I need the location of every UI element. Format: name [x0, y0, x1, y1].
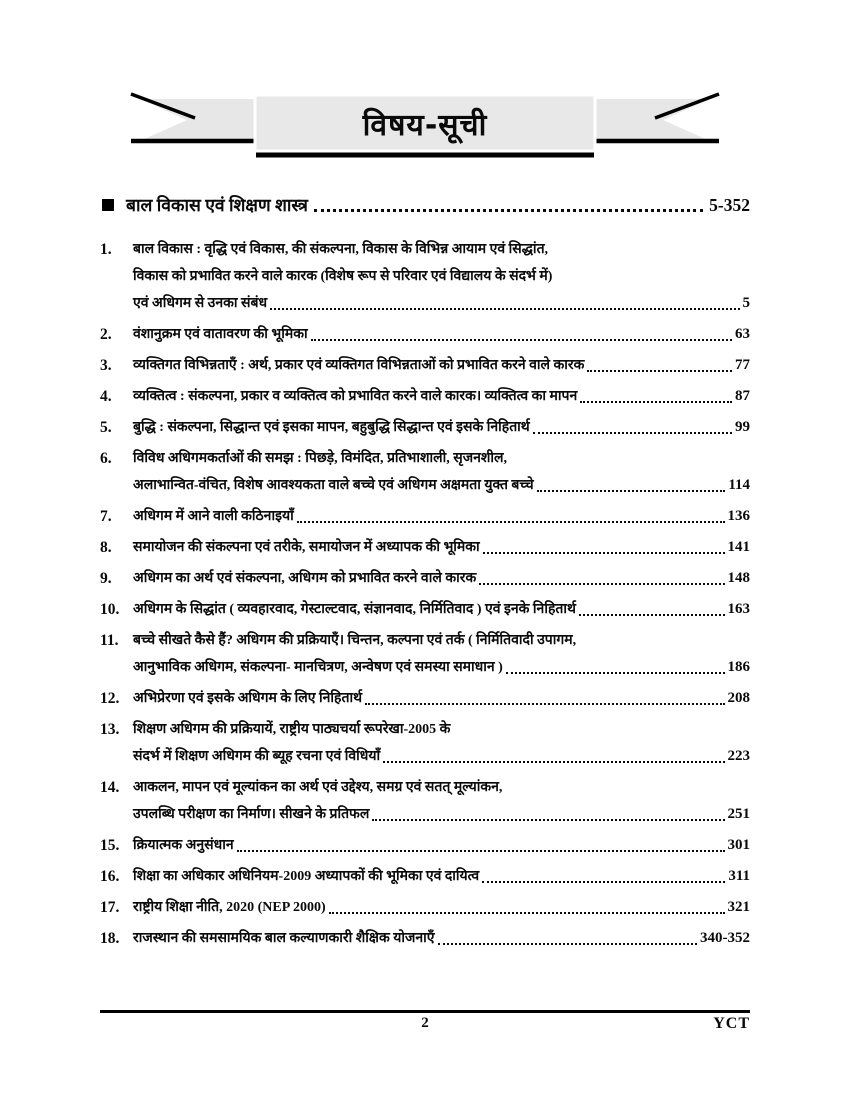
page-title: विषय-सूची	[362, 107, 488, 143]
toc-entry-line	[133, 801, 750, 828]
toc-entry-line	[133, 832, 750, 859]
toc-entry-line	[133, 774, 750, 801]
toc-entry-page: 208	[727, 690, 750, 706]
toc-entry-line	[133, 263, 750, 290]
dot-leader	[314, 209, 703, 212]
toc-entry-line	[133, 503, 750, 530]
toc-entry-line	[133, 321, 750, 348]
toc-entry-line	[133, 894, 750, 921]
toc-entry-text: शिक्षा का अधिकार अधिनियम-2009 अध्यापकों की भूमिका एवं दायित्व	[133, 869, 480, 884]
toc-entry-line	[133, 716, 750, 743]
toc-entry-text: अलाभान्वित-वंचित, विशेष आवश्यकता वाले बच्चे एवं अधिगम अक्षमता युक्त बच्चे	[133, 478, 534, 493]
toc-entry-content	[133, 774, 750, 828]
dot-leader	[482, 881, 725, 883]
toc-entry-line	[133, 414, 750, 441]
toc-entry-page: 340-352	[700, 930, 750, 946]
toc-entry-line	[133, 445, 750, 472]
publisher-logo-text: YCT	[713, 1015, 750, 1032]
toc-entry-number: 16.	[100, 868, 120, 885]
toc-entry-page: 5	[742, 295, 750, 311]
toc-entry-number: 12.	[100, 690, 120, 707]
toc-entry	[100, 894, 750, 921]
toc-entry-text: बच्चे सीखते कैसे हैं? अधिगम की प्रक्रियाएँ। चिन्तन, कल्पना एवं तर्क ( निर्मितिवादी उपागम,	[133, 633, 577, 648]
toc-entry-content	[133, 503, 750, 530]
toc-entry-text: समायोजन की संकल्पना एवं तरीके, समायोजन में अध्यापक की भूमिका	[133, 540, 480, 555]
toc-entry-page: 251	[727, 806, 750, 822]
toc-entry-number: 18.	[100, 930, 120, 947]
toc-entry-page: 99	[735, 419, 750, 435]
square-bullet-icon	[102, 199, 114, 211]
toc-entry-number: 14.	[100, 779, 120, 796]
table-of-contents	[100, 192, 750, 956]
toc-entry-page: 301	[727, 837, 750, 853]
toc-entry-line	[133, 863, 750, 890]
toc-entry-page: 148	[727, 570, 750, 586]
toc-entry-page: 77	[735, 357, 750, 373]
toc-entry	[100, 685, 750, 712]
toc-entry	[100, 925, 750, 952]
dot-leader	[372, 819, 724, 821]
toc-entry-text: आकलन, मापन एवं मूल्यांकन का अर्थ एवं उद्देश्य, समग्र एवं सतत् मूल्यांकन,	[133, 780, 503, 795]
toc-entry-line	[133, 925, 750, 952]
toc-entry	[100, 414, 750, 441]
toc-entry-text: अधिगम में आने वाली कठिनाइयाँ	[133, 509, 294, 524]
toc-entry-number: 3.	[100, 357, 112, 374]
toc-entry-page: 87	[735, 388, 750, 404]
dot-leader	[438, 943, 698, 945]
toc-list	[100, 236, 750, 952]
toc-entry-line	[133, 654, 750, 681]
toc-entry-number: 11.	[100, 632, 119, 649]
toc-entry	[100, 383, 750, 410]
toc-entry-page: 186	[727, 659, 750, 675]
section-title: बाल विकास एवं शिक्षण शास्त्र	[126, 195, 308, 215]
toc-entry-page: 163	[727, 601, 750, 617]
toc-entry-number: 10.	[100, 601, 120, 618]
toc-entry-line	[133, 743, 750, 770]
toc-entry	[100, 774, 750, 828]
toc-entry	[100, 352, 750, 379]
toc-entry-number: 7.	[100, 508, 112, 525]
dot-leader	[297, 521, 725, 523]
toc-entry-content	[133, 863, 750, 890]
toc-entry-text: बुद्धि : संकल्पना, सिद्धान्त एवं इसका मापन, बहुबुद्धि सिद्धान्त एवं इसके निहितार्थ	[133, 420, 530, 435]
dot-leader	[580, 401, 732, 403]
dot-leader	[533, 432, 732, 434]
toc-entry-text: अधिगम का अर्थ एवं संकल्पना, अधिगम को प्रभावित करने वाले कारक	[133, 571, 477, 586]
toc-entry-text: क्रियात्मक अनुसंधान	[133, 838, 234, 853]
toc-entry-text: राजस्थान की समसामयिक बाल कल्याणकारी शैक्षिक योजनाएँ	[133, 931, 435, 946]
dot-leader	[270, 308, 739, 310]
toc-entry-text: संदर्भ में शिक्षण अधिगम की ब्यूह रचना एवं विधियाँ	[133, 749, 381, 764]
toc-entry-text: अधिगम के सिद्धांत ( व्यवहारवाद, गेस्टाल्टवाद, संज्ञानवाद, निर्मितिवाद ) एवं इनके निहितार्थ	[133, 602, 576, 617]
footer-rule	[100, 1010, 750, 1013]
toc-entry	[100, 534, 750, 561]
toc-entry-content	[133, 565, 750, 592]
toc-entry-line	[133, 352, 750, 379]
toc-entry-content	[133, 321, 750, 348]
toc-entry-text: अभिप्रेरणा एवं इसके अधिगम के लिए निहितार्थ	[133, 691, 363, 706]
toc-entry-line	[133, 290, 750, 317]
toc-entry-text: उपलब्धि परीक्षण का निर्माण। सीखने के प्रतिफल	[133, 807, 370, 822]
footer-page-number: 2	[421, 1015, 429, 1031]
toc-entry-line	[133, 472, 750, 499]
toc-entry	[100, 321, 750, 348]
toc-entry	[100, 236, 750, 317]
toc-entry-content	[133, 445, 750, 499]
toc-entry-line	[133, 383, 750, 410]
dot-leader	[329, 912, 725, 914]
toc-entry-number: 1.	[100, 241, 112, 258]
toc-entry-number: 13.	[100, 721, 120, 738]
toc-entry-line	[133, 534, 750, 561]
toc-entry	[100, 503, 750, 530]
toc-entry-number: 2.	[100, 326, 112, 343]
dot-leader	[479, 583, 724, 585]
toc-entry-line	[133, 236, 750, 263]
toc-entry-content	[133, 832, 750, 859]
toc-entry-content	[133, 596, 750, 623]
toc-entry	[100, 627, 750, 681]
toc-entry-number: 8.	[100, 539, 112, 556]
toc-entry-content	[133, 236, 750, 317]
section-heading	[100, 192, 750, 218]
toc-entry-page: 141	[727, 539, 750, 555]
toc-entry-text: एवं अधिगम से उनका संबंध	[133, 296, 268, 311]
toc-entry-content	[133, 352, 750, 379]
toc-entry-number: 6.	[100, 450, 112, 467]
toc-entry-content	[133, 627, 750, 681]
toc-entry-content	[133, 925, 750, 952]
toc-entry-page: 63	[735, 326, 750, 342]
toc-entry-number: 17.	[100, 899, 120, 916]
toc-entry	[100, 716, 750, 770]
dot-leader	[237, 850, 725, 852]
toc-entry-content	[133, 894, 750, 921]
toc-entry-page: 114	[728, 477, 750, 493]
toc-entry-text: विकास को प्रभावित करने वाले कारक (विशेष रूप से परिवार एवं विद्यालय के संदर्भ में)	[133, 269, 553, 284]
toc-entry-line	[133, 596, 750, 623]
toc-entry-page: 136	[727, 508, 750, 524]
toc-entry	[100, 445, 750, 499]
section-page-range: 5-352	[709, 195, 750, 215]
toc-entry-number: 15.	[100, 837, 120, 854]
dot-leader	[365, 703, 724, 705]
toc-entry-text: व्यक्तिगत विभिन्नताएँ : अर्थ, प्रकार एवं व्यक्तिगत विभिन्नताओं को प्रभावित करने वाले कारक	[133, 358, 585, 373]
toc-entry-text: आनुभाविक अधिगम, संकल्पना- मानचित्रण, अन्वेषण एवं समस्या समाधान )	[133, 660, 503, 675]
dot-leader	[579, 614, 725, 616]
dot-leader	[506, 672, 725, 674]
toc-entry-page: 223	[727, 748, 750, 764]
toc-entry-text: शिक्षण अधिगम की प्रक्रियायें, राष्ट्रीय पाठ्यचर्या रूपरेखा-2005 के	[133, 722, 451, 737]
toc-entry-text: वंशानुक्रम एवं वातावरण की भूमिका	[133, 327, 308, 342]
toc-entry-content	[133, 414, 750, 441]
toc-entry-number: 5.	[100, 419, 112, 436]
toc-entry	[100, 863, 750, 890]
dot-leader	[483, 552, 725, 554]
toc-entry-line	[133, 565, 750, 592]
toc-entry	[100, 565, 750, 592]
toc-entry-text: राष्ट्रीय शिक्षा नीति, 2020 (NEP 2000)	[133, 900, 326, 915]
toc-entry-number: 4.	[100, 388, 112, 405]
dot-leader	[383, 761, 724, 763]
toc-entry-number: 9.	[100, 570, 112, 587]
toc-entry-text: बाल विकास : वृद्धि एवं विकास, की संकल्पना, विकास के विभिन्न आयाम एवं सिद्धांत,	[133, 242, 549, 257]
toc-entry-text: विविध अधिगमकर्ताओं की समझ : पिछड़े, विमंदित, प्रतिभाशाली, सृजनशील,	[133, 451, 508, 466]
toc-entry	[100, 832, 750, 859]
toc-entry-content	[133, 716, 750, 770]
dot-leader	[537, 490, 726, 492]
dot-leader	[587, 370, 732, 372]
toc-entry-content	[133, 383, 750, 410]
toc-entry-text: व्यक्तित्व : संकल्पना, प्रकार व व्यक्तित्व को प्रभावित करने वाले कारक। व्यक्तित्व का मापन	[133, 389, 578, 404]
dot-leader	[311, 339, 732, 341]
toc-entry-page: 311	[728, 868, 750, 884]
toc-entry-content	[133, 685, 750, 712]
toc-entry-content	[133, 534, 750, 561]
toc-entry-line	[133, 685, 750, 712]
toc-entry-line	[133, 627, 750, 654]
toc-entry	[100, 596, 750, 623]
toc-entry-page: 321	[727, 899, 750, 915]
